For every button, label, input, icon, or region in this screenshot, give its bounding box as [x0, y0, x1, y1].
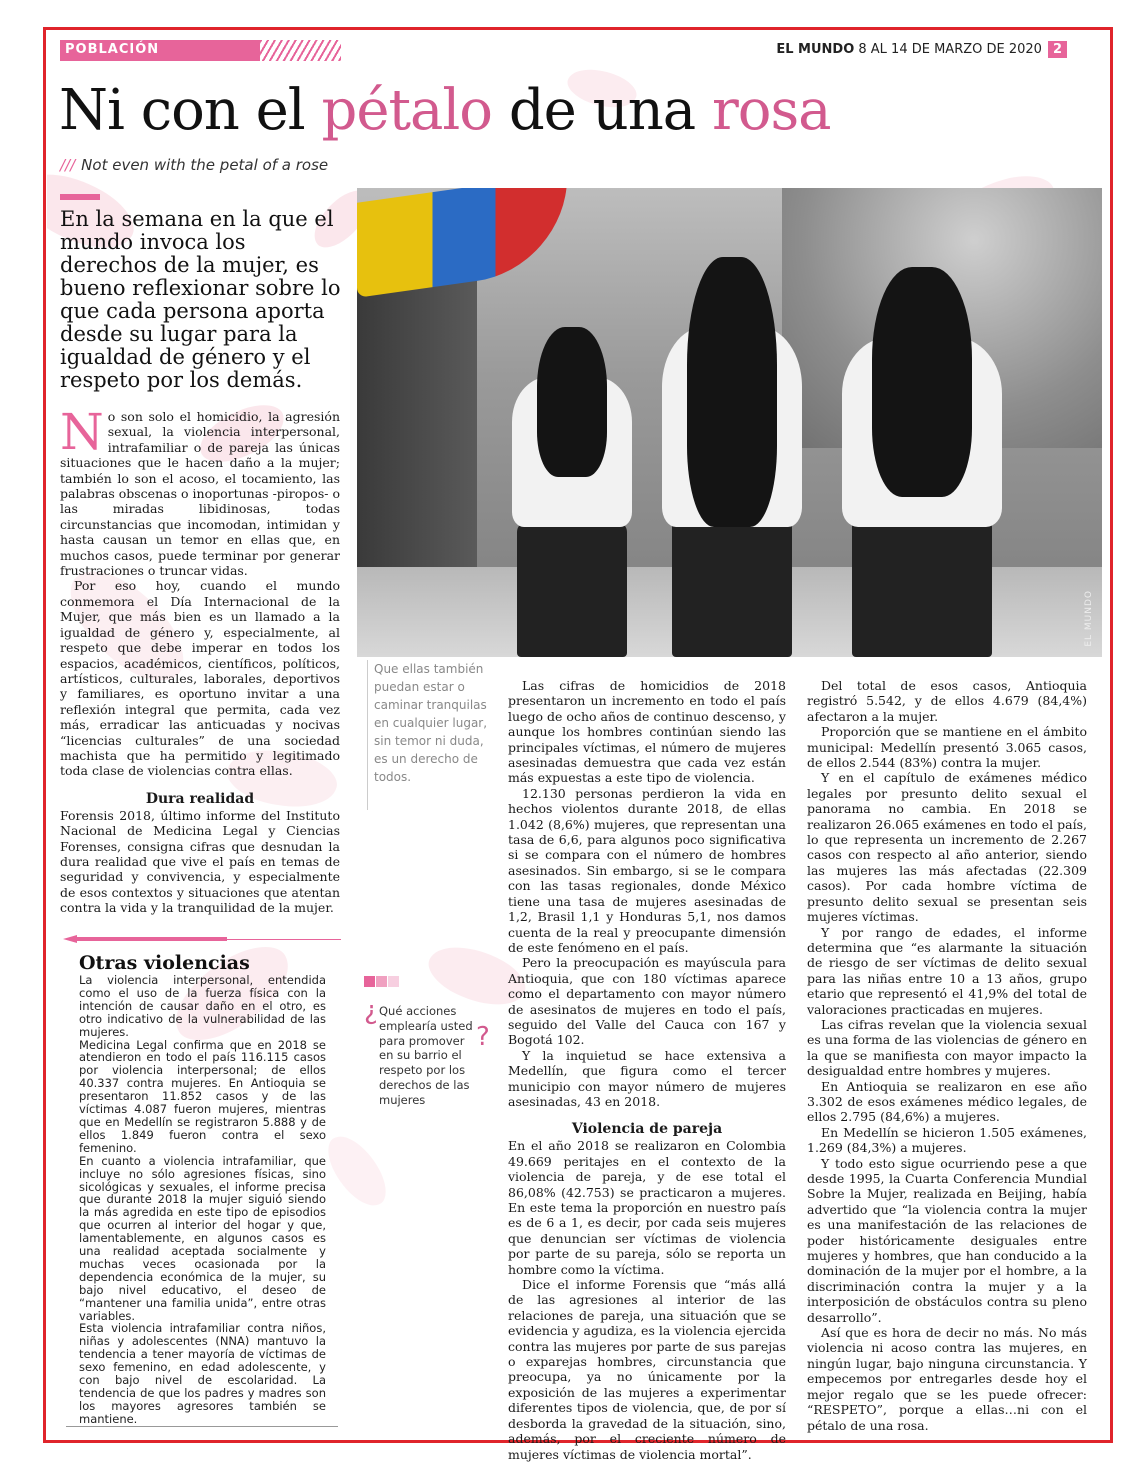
question-open-mark: ¿ [364, 996, 378, 1026]
body-paragraph: Así que es hora de decir no más. No más violencia ni acoso contra las mujeres, en ningún lugar, bajo ninguna circunstancia. Y empecemos por entregarles desde hoy el mejor regalo que se les puede ofrecer: “RESPETO”, porque a ellas…ni con el pétalo de una rosa. [807, 1325, 1087, 1433]
subtitle [60, 156, 328, 174]
body-paragraph: Por eso hoy, cuando el mundo conmemora el Día Internacional de la Mujer, que más bien es un llamado a la igualdad de género y, especialmente, al respeto que debe imperar en todos los espacios, académicos, científicos, políticos, artísticos, culturales, laborales, deportivos y familiares, es oportuno invitar a una reflexión integral que permita, cada vez más, erradicar las anticuadas y nocivas “licencias culturales” de una sociedad machista que ha permitido y legitimado toda clase de violencias contra ellas. [60, 578, 340, 779]
hatch-decoration [260, 40, 341, 61]
question-box [364, 976, 492, 1106]
body-paragraph: Y la inquietud se hace extensiva a Medellín, que figura como el tercer municipio con mayor número de mujeres asesinadas, 43 en 2018. [508, 1047, 786, 1109]
column-2 [508, 678, 786, 1462]
body-paragraph: Del total de esos casos, Antioquia registró 5.542, y de ellos 4.679 (84,4%) afectaron a la mujer. [807, 678, 1087, 724]
caption-rule [367, 660, 368, 810]
subhead: Violencia de pareja [571, 1121, 723, 1138]
article-photo [357, 188, 1102, 657]
body-paragraph: No son solo el homicidio, la agresión sexual, la violencia interpersonal, intrafamiliar o de pareja las únicas situaciones que le hacen daño a la mujer; también lo son el acoso, el tocamiento, las palabras obscenas o inoportunas -piropos- o las miradas libidinosas, todas circunstancias que incomodan, intimidan y hasta causan un temor en ellas que, en muchos casos, puede terminar por generar frustraciones o truncar vidas. [60, 403, 340, 579]
column-1 [60, 403, 340, 916]
subhead: Dura realidad [145, 790, 255, 807]
woman-figure [497, 297, 647, 657]
drop-cap: N [60, 403, 104, 461]
subtitle-text: Not even with the petal of a rose [81, 156, 329, 174]
sidebar-paragraph: En cuanto a violencia intrafamiliar, que incluye no sólo agresiones físicas, sino sicológicas y sexuales, el informe precisa que durante 2018 la mujer siguió siendo la más agredida en este tipo de episodios que ocurren al interior del hogar y que, lamentablemente, en algunos casos es una realidad aceptada socialmente y muchas veces ocasionada por la dependencia económica de la mujer, su bajo nivel educativo, el deseo de “mantener una familia unida”, entre otras variables. [79, 1153, 326, 1323]
sidebar-paragraph: La violencia interpersonal, entendida como el uso de la fuerza física con la intención de causar daño en el otro, es otro indicativo de la vulnerabilidad de las mujeres. [79, 973, 326, 1039]
body-paragraph: En Medellín se hicieron 1.505 exámenes, 1.269 (84,3%) a mujeres. [807, 1124, 1087, 1156]
umbrella-graphic [357, 188, 567, 298]
body-paragraph: Y por rango de edades, el informe determina que “es alarmante la situación de riesgo de ser víctimas de delito sexual para las niñas entre 10 a 13 años, grupo etario que representó el 41,9% del total de valoraciones practicadas en mujeres. [807, 924, 1087, 1017]
body-paragraph: Forensis 2018, último informe del Instituto Nacional de Medicina Legal y Ciencias Forenses, consigna cifras que desnudan la dura realidad que vive el país en temas de seguridad y convivencia, y especialmente de esos contextos y situaciones que atentan contra la vida y la tranquilidad de la mujer. [60, 807, 340, 916]
sidebar-text [79, 974, 326, 1426]
body-paragraph: Las cifras de homicidios de 2018 presentaron un incremento en todo el país luego de ocho años de continuo descenso, y aunque los hombres continúan siendo las principales víctimas, el número de mujeres asesinadas demuestra que cada vez están más expuestas a este tipo de violencia. [508, 678, 786, 786]
body-paragraph: Proporción que se mantiene en el ámbito municipal: Medellín presentó 3.065 casos, de ellos 2.544 (83%) contra la mujer. [807, 724, 1087, 771]
paper-name: EL MUNDO [776, 42, 855, 57]
section-label-bar [60, 40, 341, 61]
pencil-divider [63, 935, 341, 943]
slashes: /// [60, 156, 76, 174]
question-close-mark: ? [476, 1022, 490, 1052]
body-paragraph: Las cifras revelan que la violencia sexual es una forma de las violencias de género en la que se manifiesta con mayor impacto la desigualdad entre hombres y mujeres. [807, 1016, 1087, 1079]
woman-figure [647, 237, 817, 657]
woman-figure [827, 247, 1017, 657]
body-paragraph: Y en el capítulo de exámenes médico legales por presunto delito sexual el panorama no cambia. En 2018 se realizaron 26.065 exámenes en todo el país, lo que representa un incremento de 2.267 casos con respecto al año anterior, siendo las mujeres las más afectadas (22.309 casos). Por cada hombre víctima de presunto delito sexual se presentan seis mujeres víctimas. [807, 770, 1087, 925]
masthead [776, 41, 1067, 58]
section-label: POBLACIÓN [65, 42, 160, 57]
body-paragraph: Y todo esto sigue ocurriendo pese a que desde 1995, la Cuarta Conferencia Mundial Sobre la Mujer, realizada en Beijing, había advertido que “la violencia contra la mujer es una manifestación de las relaciones de poder históricamente desiguales entre mujeres y hombres, que han conducido a la dominación de la mujer por el hombre, a la discriminación contra la mujer y a la interposición de obstáculos contra su pleno desarrollo”. [807, 1155, 1087, 1325]
sidebar-rule [66, 1426, 338, 1427]
question-text: Qué acciones emplearía usted para promover en su barrio el respeto por los derechos de las mujeres [379, 1004, 473, 1107]
page-number: 2 [1048, 41, 1067, 58]
headline: Ni con el pétalo de una rosa [59, 78, 831, 143]
body-paragraph: Pero la preocupación es mayúscula para Antioquia, que con 180 víctimas aparece como el departamento con mayor número de asesinatos de mujeres en todo el país, seguido del Valle del Cauca con 167 y Bogotá 102. [508, 955, 786, 1048]
column-3 [807, 678, 1087, 1433]
body-paragraph: En el año 2018 se realizaron en Colombia 49.669 peritajes en el contexto de la violencia de pareja, y de ese total el 86,08% (42.753) se practicaron a mujeres. En este tema la proporción en nuestro país es de 6 a 1, es decir, por cada seis mujeres que denuncian ser víctimas de violencia por parte de su pareja, sólo se reporta un hombre como la víctima. [508, 1138, 786, 1277]
body-paragraph: Dice el informe Forensis que “más allá de las agresiones al interior de las relaciones de pareja, una situación que se evidencia y agudiza, es la violencia ejercida contra las mujeres por parte de sus parejas o exparejas hombres, circunstancia que preocupa, ya no únicamente por la exposición de las mujeres a experimentar diferentes tipos de violencia, que, de por sí desborda la gravedad de la situación, sino, además, por el creciente número de mujeres víctimas de violencia mortal”. [508, 1277, 786, 1462]
issue-date: 8 AL 14 DE MARZO DE 2020 [858, 42, 1042, 57]
photo-credit: EL MUNDO [1084, 590, 1094, 647]
body-paragraph: En Antioquia se realizaron en ese año 3.302 de esos exámenes médico legales, de ellos 2.795 (84,6%) a mujeres. [807, 1078, 1087, 1125]
lead-paragraph: En la semana en la que el mundo invoca los derechos de la mujer, es bueno reflexionar sobre lo que cada persona aporta desde su lugar para la igualdad de género y el respeto por los demás. [60, 207, 341, 392]
body-paragraph: 12.130 personas perdieron la vida en hechos violentos durante 2018, de ellas 1.042 (8,6%) mujeres, que representan una tasa de 6,6, para algunos poco significativa si se compara con el número de hombres asesinados. Sin embargo, si se le compara con las tasas regionales, donde México tiene una tasa de mujeres asesinadas de 1,2, Brasil 1,1 y Honduras 5,1, nos damos cuenta de la real y preocupante dimensión de este fenómeno en el país. [508, 785, 786, 955]
accent-bar [60, 194, 100, 200]
sidebar-paragraph: Medicina Legal confirma que en 2018 se atendieron en todo el país 116.115 casos por violencia interpersonal; de ellos 40.337 contra mujeres. En Antioquia se presentaron 11.852 casos y de las víctimas 4.087 fueron mujeres, mientras que en Medellín se registraron 5.888 y de ellos 1.849 fueron contra el sexo femenino. [79, 1037, 326, 1155]
sidebar-title: Otras violencias [79, 952, 250, 974]
photo-caption: Que ellas también puedan estar o caminar tranquilas en cualquier lugar, sin temor ni duda, es un derecho de todos. [374, 662, 488, 784]
sidebar-paragraph: Esta violencia intrafamiliar contra niños, niñas y adolescentes (NNA) mantuvo la tendencia a tener mayoría de víctimas de sexo femenino, en edad adolescente, y con bajo nivel de escolaridad. La tendencia de que los padres y madres son los mayores agresores también se mantiene. [79, 1321, 326, 1426]
